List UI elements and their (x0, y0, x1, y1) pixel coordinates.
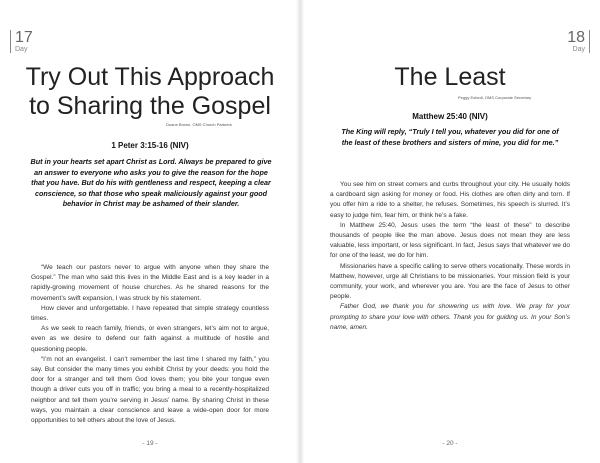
devotional-body (330, 180, 570, 333)
day-label: Day (572, 46, 585, 53)
right-page (300, 0, 600, 463)
paragraph: “We teach our pastors never to argue with anyone when they share the Gospel.” The man who said this lives in the Middle East and is a key leader in a rapidly-growing movement of house churches. As he shared reasons for the movement’s swift expansion, I was struck by his statement. (31, 264, 269, 302)
paragraph: As we seek to reach family, friends, or even strangers, let’s aim not to argue, even as we desire to defend our faith against a multitude of hostile and questioning people. (31, 325, 269, 353)
book-gutter-shadow (296, 0, 304, 463)
day-marker (567, 30, 590, 53)
paragraph: How clever and unforgettable. I have repeated that simple strategy countless times. (31, 304, 269, 323)
scripture-reference: 1 Peter 3:15-16 (NIV) (111, 141, 189, 150)
author-credit: Peggy Eshedi, OMS Corporate Secretary (458, 95, 532, 100)
paragraph: Missionaries have a specific calling to serve others vocationally. These words in Matthew, however, urge all Christians to be missionaries. Your mission field is your community, your work, and wherever you are. You are the face of Jesus to other people. (330, 262, 570, 301)
scripture-reference: Matthew 25:40 (NIV) (412, 112, 488, 121)
devotional-body (31, 263, 269, 426)
page-number: - 19 - (142, 440, 158, 447)
paragraph: You see him on street corners and curbs throughout your city. He usually holds a cardboard sign asking for money or food. His clothes are often dirty and torn. If you offer him a ride to a shelter, he refuses. Sometimes, his speech is slurred. It’s easy to judge him, fear him, or think he’s a fake. (330, 181, 570, 219)
author-credit: Duane Brown, OMS Church Partners (166, 122, 232, 127)
day-label: Day (15, 46, 28, 53)
page-title: The Least (394, 63, 506, 91)
scripture-quote: But in your hearts set apart Christ as Lord. Always be prepared to give an answer to everyone who asks you to give the reason for the hope that you have. But do his with gentleness and respect, keeping a clear conscience, so that those who speak maliciously against your good behavior in Christ may be ashamed of their slander. (30, 157, 272, 209)
day-number: 18 (567, 29, 585, 46)
paragraph: “I’m not an evangelist. I can’t remember the last time I shared my faith,” you say. But consider the many times you exhibit Christ by your deeds: you hold the door for a stranger and tell them God loves them; you bite your tongue even though a driver cuts you off in traffic; you bring a meal to a recently-hospitalized neighbor and tell them you’re serving in Jesus’ name. By sharing Christ in these ways, you maintain a clear conscience and leave a wide-open door for more opportunities to tell others about the love of Jesus. (31, 355, 269, 425)
page-title (15, 63, 285, 121)
title-line-2: to Sharing the Gospel (29, 92, 271, 120)
day-number: 17 (15, 29, 33, 46)
prayer-paragraph: Father God, we thank you for showering us with love. We pray for your prompting to share your love with others. Thank you for guiding us. In your Son’s name, amen. (330, 303, 570, 331)
scripture-quote: The King will reply, “Truly I tell you, whatever you did for one of the least of these brothers and sisters of mine, you did for me.” (341, 127, 559, 147)
title-line-1: Try Out This Approach (25, 63, 275, 91)
page-number: - 20 - (442, 440, 458, 447)
paragraph: In Matthew 25:40, Jesus uses the term “the least of these” to describe thousands of people like the man above. Jesus does not mean they are less valuable, less important, or less significant. In fact, Jesus says that whatever we do for one of the least, we do for him. (330, 221, 570, 260)
day-marker (10, 30, 33, 53)
